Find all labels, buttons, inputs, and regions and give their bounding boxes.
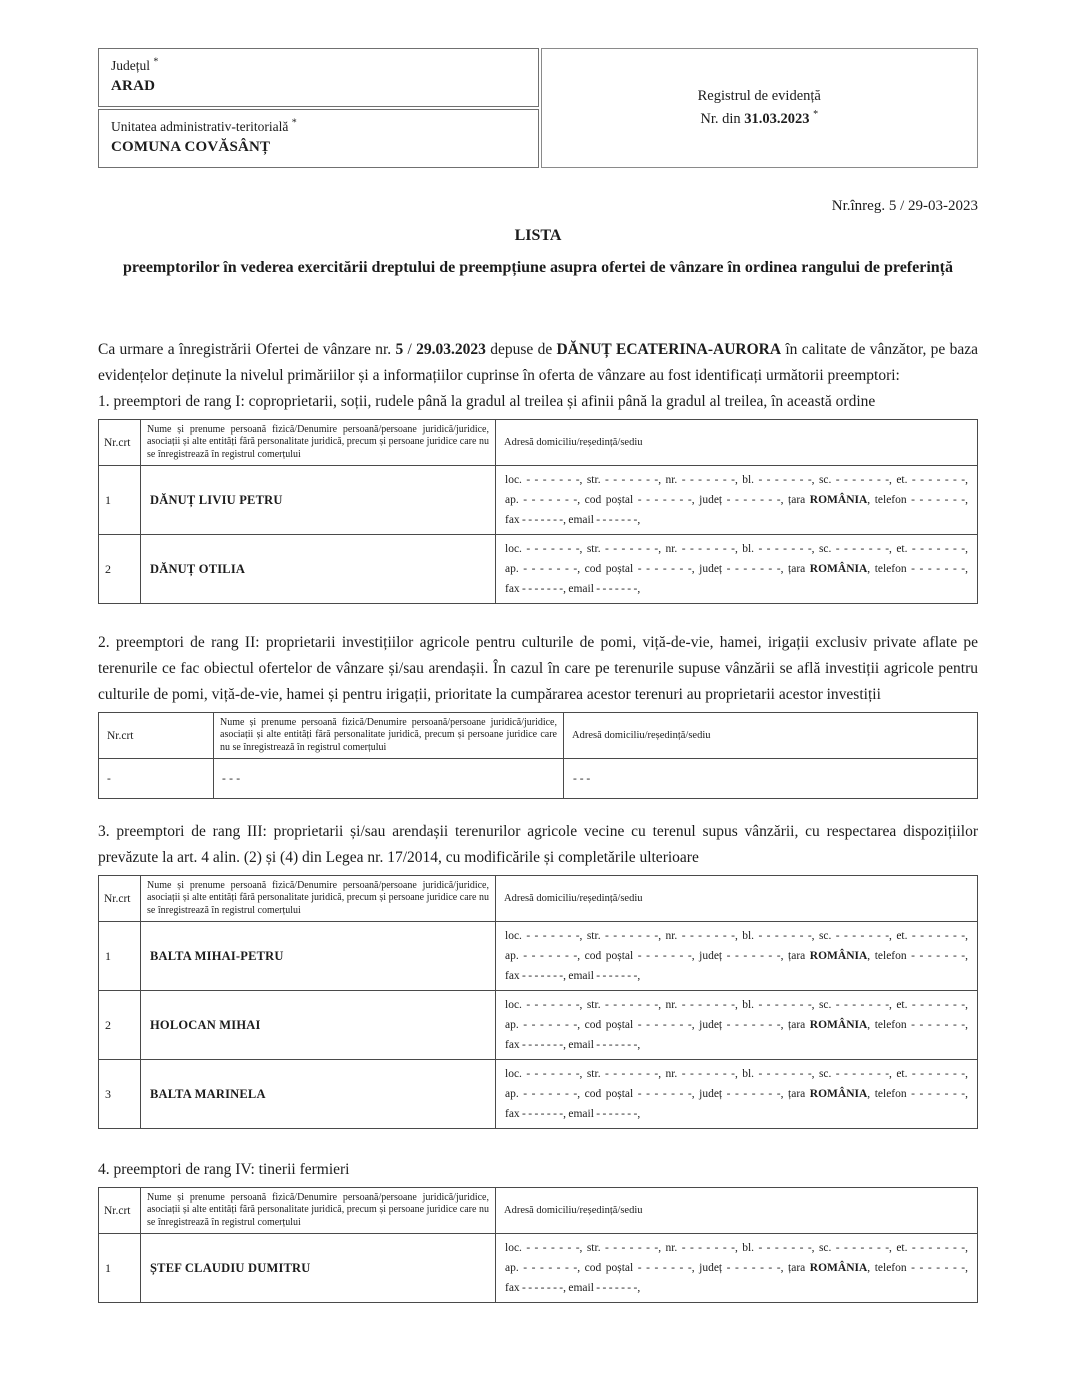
address-line-2: ap. - - - - - - -, cod poștal - - - - - - -, județ - - - - - - -, țara ROMÂNIA, telefon - - - - - - -, [505,1019,968,1031]
table-header-row [99,713,978,759]
address-cell [496,535,978,604]
row-number-cell: - [99,759,214,799]
page-title: LISTA [514,227,562,244]
column-header-address: Adresă domiciliu/reședință/sediu [496,876,978,922]
country-name: ROMÂNIA [809,494,868,506]
registry-box [541,48,979,168]
country-name: ROMÂNIA [809,1088,868,1100]
table-row [99,466,978,535]
table-row [99,759,978,799]
section-rang1-heading: 1. preemptori de rang I: coproprietarii, soții, rudele până la gradul al treilea și afinii până la gradul al treilea, în această ordine [98,393,876,410]
header-left-column [98,48,539,168]
column-header-name: Nume și prenume persoană fizică/Denumire persoană/persoane juridică/juridice, asociații și alte entități fără personalitate juridică, precum și persoane juridice care nu se înregistrează în registrul comerțului [141,876,496,922]
preemptor-name-cell: ȘTEF CLAUDIU DUMITRU [141,1234,496,1303]
address-line-1: loc. - - - - - - -, str. - - - - - - -, nr. - - - - - - -, bl. - - - - - - -, sc. - - - - - - -, et. - - - - - - -, [505,930,968,942]
address-line-1: loc. - - - - - - -, str. - - - - - - -, nr. - - - - - - -, bl. - - - - - - -, sc. - - - - - - -, et. - - - - - - -, [505,1068,968,1080]
address-cell [496,922,978,991]
uat-box [98,109,539,168]
address-line-1: loc. - - - - - - -, str. - - - - - - -, nr. - - - - - - -, bl. - - - - - - -, sc. - - - - - - -, et. - - - - - - -, [505,474,968,486]
row-number-cell: 1 [99,1234,141,1303]
address-cell: - - - [564,759,978,799]
address-line-3: fax - - - - - - -, email - - - - - - -, [505,1282,641,1294]
address-cell [496,466,978,535]
column-header-name: Nume și prenume persoană fizică/Denumire persoană/persoane juridică/juridice, asociații și alte entități fără personalitate juridică, precum și persoane juridice care nu se înregistrează în registrul comerțului [141,1188,496,1234]
asterisk: * [813,109,819,121]
column-header-address: Adresă domiciliu/reședință/sediu [496,1188,978,1234]
country-name: ROMÂNIA [809,563,868,575]
column-header-nr: Nr.crt [99,876,141,922]
asterisk: * [153,56,159,68]
intro-paragraph: Ca urmare a înregistrării Ofertei de vânzare nr. 5 / 29.03.2023 depuse de DĂNUȚ ECATERINA-AURORA în calitate de vânzător, pe baza evidențelor deținute la nivelul primăriilor și a informațiilor cuprinse în oferta de vânzare au fost identificați următorii preemptori: [98,341,978,384]
address-cell [496,1234,978,1303]
column-header-name: Nume și prenume persoană fizică/Denumire persoană/persoane juridică/juridice, asociații și alte entități fără personalitate juridică, precum și persoane juridice care nu se înregistrează în registrul comerțului [141,420,496,466]
address-line-2: ap. - - - - - - -, cod poștal - - - - - - -, județ - - - - - - -, țara ROMÂNIA, telefon - - - - - - -, [505,1088,968,1100]
table-header-row [99,420,978,466]
row-number-cell: 2 [99,991,141,1060]
table-header-row [99,876,978,922]
address-cell [496,991,978,1060]
county-box [98,48,539,107]
column-header-nr: Nr.crt [99,713,214,759]
header-block [98,48,978,168]
row-number-cell: 2 [99,535,141,604]
column-header-name: Nume și prenume persoană fizică/Denumire persoană/persoane juridică/juridice, asociații și alte entități fără personalitate juridică, precum și persoane juridice care nu se înregistrează în registrul comerțului [214,713,564,759]
preemptor-name-cell: BALTA MARINELA [141,1060,496,1129]
registry-number-line: Nr. din 31.03.2023 * [700,109,819,127]
preemptor-name-cell: DĂNUȚ OTILIA [141,535,496,604]
address-line-3: fax - - - - - - -, email - - - - - - -, [505,1039,641,1051]
table-rang3 [98,875,978,1129]
country-name: ROMÂNIA [809,1262,868,1274]
table-row [99,535,978,604]
offer-date: 29.03.2023 [416,341,486,358]
county-value: ARAD [111,78,156,94]
table-row [99,1060,978,1129]
section-rang3-heading: 3. preemptori de rang III: proprietarii și/sau arendașii terenurilor agricole vecine cu terenul supus vânzării, cu respectarea dispozițiilor prevăzute la art. 4 alin. (2) și (4) din Legea nr. 17/2014, cu modificările și completările ulterioare [98,823,978,866]
page-subtitle: preemptorilor în vederea exercitării dreptului de preempțiune asupra ofertei de vânzare în ordinea rangului de preferință [123,259,953,276]
column-header-nr: Nr.crt [99,1188,141,1234]
table-rang4 [98,1187,978,1303]
country-name: ROMÂNIA [809,950,868,962]
address-line-3: fax - - - - - - -, email - - - - - - -, [505,583,641,595]
uat-label: Unitatea administrativ-teritorială * [111,117,297,134]
table-row [99,991,978,1060]
table-row [99,1234,978,1303]
row-number-cell: 3 [99,1060,141,1129]
column-header-address: Adresă domiciliu/reședință/sediu [564,713,978,759]
row-number-cell: 1 [99,466,141,535]
column-header-nr: Nr.crt [99,420,141,466]
table-rang1 [98,419,978,604]
county-label: Județul * [111,56,159,73]
asterisk: * [291,117,297,129]
address-cell [496,1060,978,1129]
uat-value: COMUNA COVĂSÂNȚ [111,139,271,155]
table-row [99,922,978,991]
preemptor-name-cell: HOLOCAN MIHAI [141,991,496,1060]
address-line-2: ap. - - - - - - -, cod poștal - - - - - - -, județ - - - - - - -, țara ROMÂNIA, telefon - - - - - - -, [505,563,968,575]
address-line-1: loc. - - - - - - -, str. - - - - - - -, nr. - - - - - - -, bl. - - - - - - -, sc. - - - - - - -, et. - - - - - - -, [505,543,968,555]
column-header-address: Adresă domiciliu/reședință/sediu [496,420,978,466]
preemptor-name-cell: BALTA MIHAI-PETRU [141,922,496,991]
section-rang2-heading: 2. preemptori de rang II: proprietarii investițiilor agricole pentru culturile de pomi, viță-de-vie, hamei, irigații exclusiv private aflate pe terenurile ce fac obiectul ofertelor de vânzare și/sau arendașii. În cazul în care pe terenurile supuse vânzării se află investiții agricole pentru culturile de pomi, viță-de-vie, hamei și pentru irigații, prioritate la cumpărarea acestor terenuri au proprietarii acestor investiții [98,634,978,703]
offer-number: 5 [395,341,404,358]
address-line-1: loc. - - - - - - -, str. - - - - - - -, nr. - - - - - - -, bl. - - - - - - -, sc. - - - - - - -, et. - - - - - - -, [505,1242,968,1254]
address-line-2: ap. - - - - - - -, cod poștal - - - - - - -, județ - - - - - - -, țara ROMÂNIA, telefon - - - - - - -, [505,1262,968,1274]
registration-number-line: Nr.înreg. 5 / 29-03-2023 [831,198,978,214]
seller-name: DĂNUȚ ECATERINA-AURORA [556,341,782,358]
address-line-3: fax - - - - - - -, email - - - - - - -, [505,1108,641,1120]
table-rang2 [98,712,978,799]
table-header-row [99,1188,978,1234]
address-line-1: loc. - - - - - - -, str. - - - - - - -, nr. - - - - - - -, bl. - - - - - - -, sc. - - - - - - -, et. - - - - - - -, [505,999,968,1011]
country-name: ROMÂNIA [809,1019,868,1031]
registry-date: 31.03.2023 [744,111,810,127]
address-line-3: fax - - - - - - -, email - - - - - - -, [505,970,641,982]
preemptor-name-cell: DĂNUȚ LIVIU PETRU [141,466,496,535]
section-rang4-heading: 4. preemptori de rang IV: tinerii fermieri [98,1161,350,1178]
address-line-3: fax - - - - - - -, email - - - - - - -, [505,514,641,526]
row-number-cell: 1 [99,922,141,991]
registry-title: Registrul de evidență [697,88,821,104]
preemptor-name-cell: - - - [214,759,564,799]
address-line-2: ap. - - - - - - -, cod poștal - - - - - - -, județ - - - - - - -, țara ROMÂNIA, telefon - - - - - - -, [505,950,968,962]
address-line-2: ap. - - - - - - -, cod poștal - - - - - - -, județ - - - - - - -, țara ROMÂNIA, telefon - - - - - - -, [505,494,968,506]
